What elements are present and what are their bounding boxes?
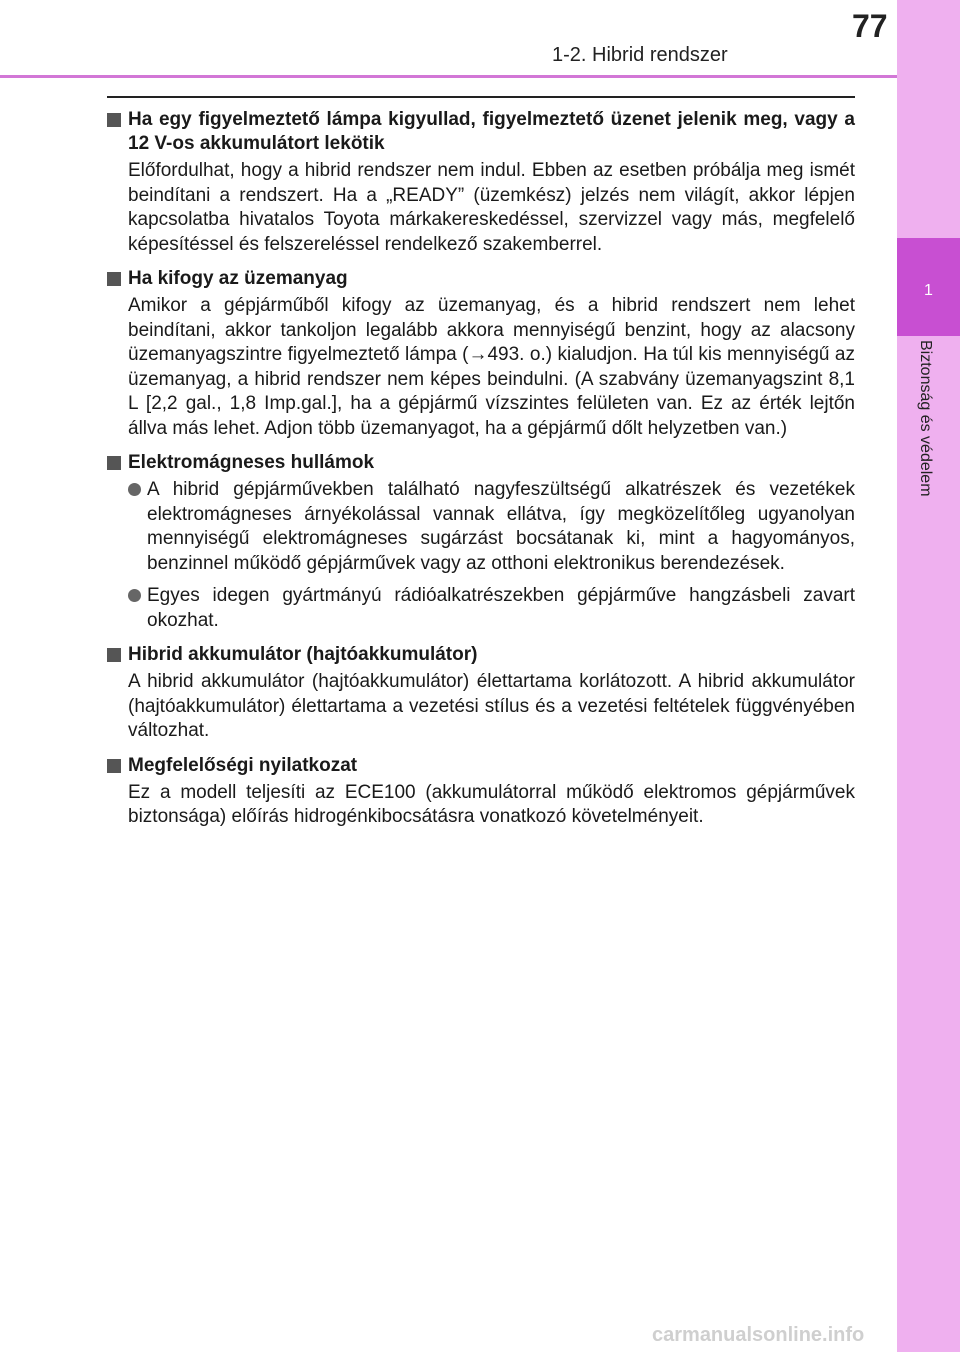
section-heading: Hibrid akkumulátor (hajtóakkumulátor) xyxy=(107,643,855,667)
section-body: Amikor a gépjárműből kifogy az üzemanyag, és a hibrid rendszert nem lehet beindítani, akkor tankoljon legalább akkora mennyiségű benzint, hogy az alacsony üzemanyagszintre figyelmeztető lámpa (→493. o.) kialudjon. Ha túl kis mennyiségű az üzemanyag, a hibrid rendszer nem képes beindulni. (A szabvány üzemanyagszint 8,1 L [2,2 gal., 1,8 Imp.gal.], ha a gépjármű vízszintes felületen van. Ez az érték lejtőn állva más lehet. Adjon több üzemanyagot, ha a gépjármű dőlt helyzetben van.) xyxy=(128,295,855,439)
square-bullet-icon xyxy=(107,272,121,286)
square-bullet-icon xyxy=(107,648,121,662)
bullet-item: Egyes idegen gyártmányú rádióalkatrészekben gépjárműve hangzásbeli zavart okozhat. xyxy=(107,584,855,633)
section-body: A hibrid akkumulátor (hajtóakkumulátor) élettartama korlátozott. A hibrid akkumulátor (hajtóakkumulátor) élettartama a vezetési stílus és a vezetési feltételek függvényében változhat. xyxy=(128,671,855,741)
section-title: 1-2. Hibrid rendszer xyxy=(552,44,728,66)
section-heading: Ha egy figyelmeztető lámpa kigyullad, figyelmeztető üzenet jelenik meg, vagy a 12 V-os akkumulátort lekötik xyxy=(107,108,855,156)
side-tab xyxy=(897,0,960,1352)
section-body: Előfordulhat, hogy a hibrid rendszer nem indul. Ebben az esetben próbálja meg ismét beindítani a rendszert. Ha a „READY” (üzemkész) jelzés nem világít, akkor lépjen kapcsolatba hivatalos Toyota márkakereskedéssel, szervizzel vagy más, megfelelő képesítéssel és felszereléssel rendelkező szakemberrel. xyxy=(128,160,855,255)
section-heading: Elektromágneses hullámok xyxy=(107,451,855,475)
watermark: carmanualsonline.info xyxy=(652,1324,865,1346)
chapter-number: 1 xyxy=(924,282,933,299)
circle-bullet-icon xyxy=(128,589,141,602)
content xyxy=(107,108,855,830)
section-heading: Ha kifogy az üzemanyag xyxy=(107,267,855,291)
chapter-title: Biztonság és védelem xyxy=(917,340,934,497)
circle-bullet-icon xyxy=(128,483,141,496)
square-bullet-icon xyxy=(107,113,121,127)
section-heading: Megfelelőségi nyilatkozat xyxy=(107,754,855,778)
square-bullet-icon xyxy=(107,456,121,470)
section-body: Ez a modell teljesíti az ECE100 (akkumulátorral működő elektromos gépjárművek biztonsága) előírás hidrogénkibocsátásra vonatkozó követelményeit. xyxy=(128,781,855,827)
content-rule xyxy=(107,96,855,98)
chapter-marker xyxy=(897,238,960,336)
header-divider xyxy=(0,75,897,78)
page-number: 77 xyxy=(852,8,888,44)
bullet-item: A hibrid gépjárművekben található nagyfeszültségű alkatrészek és vezetékek elektromágneses árnyékolással vannak ellátva, így megközelítőleg ugyanolyan mennyiségű elektromágneses sugárzást bocsátanak ki, mint a hagyományos, benzinnel működő gépjárművek vagy az otthoni elektronikus berendezések. xyxy=(107,478,855,576)
square-bullet-icon xyxy=(107,759,121,773)
